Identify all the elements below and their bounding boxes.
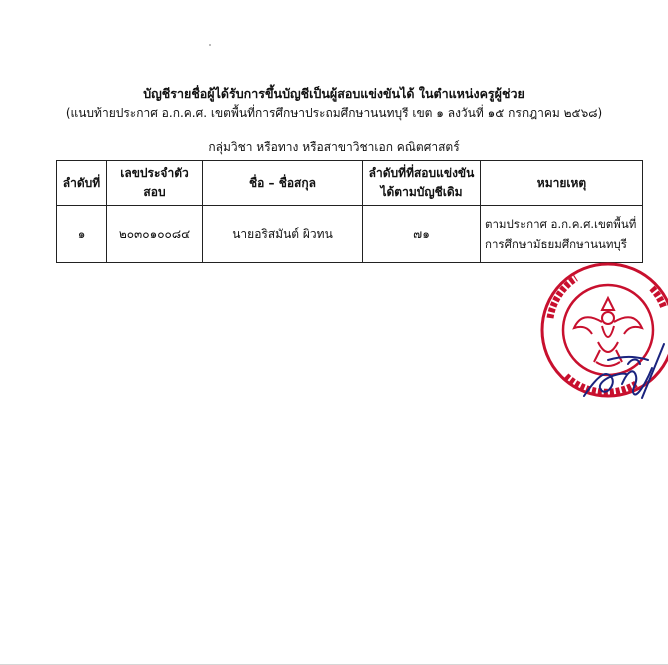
- cell-order: ๑: [57, 206, 107, 263]
- cell-exam-id: ๒๐๓๐๑๐๐๘๔: [107, 206, 203, 263]
- scan-speck: [209, 44, 211, 46]
- header-remark: หมายเหตุ: [481, 161, 643, 206]
- signature-icon: [578, 338, 668, 414]
- document-title: บัญชีรายชื่อผู้ได้รับการขึ้นบัญชีเป็นผู้สอบแข่งขันได้ ในตำแหน่งครูผู้ช่วย: [143, 86, 525, 101]
- cell-remark-line1: ตามประกาศ อ.ก.ค.ศ.เขตพื้นที่: [485, 217, 637, 231]
- header-exam-id: เลขประจำตัวสอบ: [107, 161, 203, 206]
- subject-group: กลุ่มวิชา หรือทาง หรือสาขาวิชาเอก คณิตศาสตร์: [208, 140, 460, 154]
- candidate-table: [56, 160, 643, 263]
- header-rank: [363, 161, 481, 206]
- cell-remark-line2: การศึกษามัธยมศึกษานนทบุรี: [485, 237, 627, 251]
- table-header-row: [57, 161, 643, 206]
- header-order: ลำดับที่: [57, 161, 107, 206]
- cell-remark: [481, 206, 643, 263]
- cell-rank: ๗๑: [363, 206, 481, 263]
- cell-name: นายอริสมันต์ ผิวทน: [203, 206, 363, 263]
- header-name: ชื่อ – ชื่อสกุล: [203, 161, 363, 206]
- header-rank-line2: ได้ตามบัญชีเดิม: [380, 185, 463, 199]
- header-rank-line1: ลำดับที่ที่สอบแข่งขัน: [368, 166, 475, 180]
- document-subtitle: (แนบท้ายประกาศ อ.ก.ค.ศ. เขตพื้นที่การศึกษาประถมศึกษานนทบุรี เขต ๑ ลงวันที่ ๑๕ กรกฎาคม ๒๕๖๘): [65, 106, 603, 120]
- table-row: [57, 206, 643, 263]
